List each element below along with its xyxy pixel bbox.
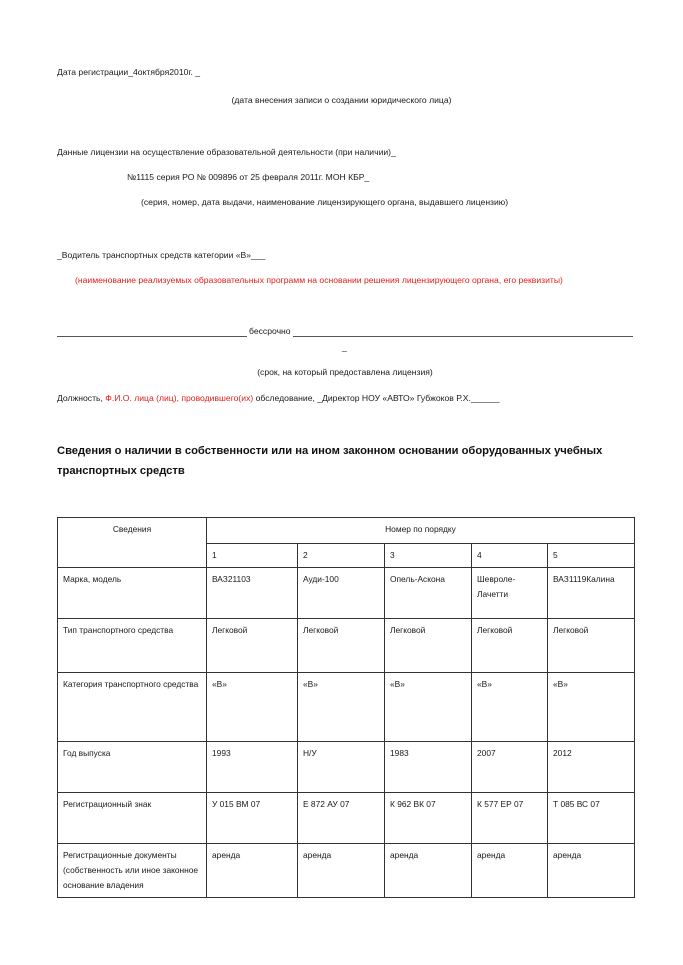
inspector-line <box>57 393 500 403</box>
cell: «В» <box>548 673 635 742</box>
column-number: 3 <box>385 544 472 568</box>
table-row <box>58 793 635 844</box>
registration-date-line: Дата регистрации_4октября2010г. _ <box>57 67 201 77</box>
cell: 1983 <box>385 742 472 793</box>
cell: Н/У <box>298 742 385 793</box>
program-value: _Водитель транспортных средств категории «В»___ <box>57 250 266 260</box>
cell: Е 872 АУ 07 <box>298 793 385 844</box>
cell: аренда <box>548 844 635 898</box>
inspector-suffix: обследование, _Директор НОУ «АВТО» Губжоков Р.Х.______ <box>253 393 500 403</box>
cell: К 577 ЕР 07 <box>472 793 548 844</box>
cell: 2007 <box>472 742 548 793</box>
term-caption: (срок, на который предоставлена лицензия) <box>257 367 433 377</box>
term-underline-left <box>57 336 247 337</box>
cell: Т 085 ВС 07 <box>548 793 635 844</box>
cell: Легковой <box>548 619 635 673</box>
row-label: Марка, модель <box>58 568 207 619</box>
inspector-red-part: Ф.И.О. лица (лиц), проводившего(их) <box>105 393 254 403</box>
registration-caption: (дата внесения записи о создании юридического лица) <box>231 95 452 105</box>
table-row <box>58 673 635 742</box>
cell: Опель-Аскона <box>385 568 472 619</box>
cell: аренда <box>472 844 548 898</box>
cell: Легковой <box>385 619 472 673</box>
cell: аренда <box>385 844 472 898</box>
cell: 2012 <box>548 742 635 793</box>
vehicles-table <box>57 517 635 898</box>
license-value: №1115 серия РО № 009896 от 25 февраля 2011г. МОН КБР_ <box>127 172 370 182</box>
cell: «В» <box>385 673 472 742</box>
table-row <box>58 568 635 619</box>
cell: Легковой <box>472 619 548 673</box>
cell: «В» <box>298 673 385 742</box>
cell: Ауди-100 <box>298 568 385 619</box>
program-caption: (наименование реализуемых образовательных программ на основании решения лицензирующего органа, его реквизиты) <box>75 275 563 285</box>
header-number: Номер по порядку <box>207 518 635 544</box>
row-label: Регистрационный знак <box>58 793 207 844</box>
cell: аренда <box>207 844 298 898</box>
column-number: 1 <box>207 544 298 568</box>
cell: ВАЗ21103 <box>207 568 298 619</box>
cell: Легковой <box>298 619 385 673</box>
header-info: Сведения <box>58 518 207 568</box>
column-number: 5 <box>548 544 635 568</box>
table-row <box>58 619 635 673</box>
cell: У 015 ВМ 07 <box>207 793 298 844</box>
cell: «В» <box>207 673 298 742</box>
term-value: бессрочно <box>249 326 291 336</box>
term-extra: _ <box>342 342 347 352</box>
cell: К 962 ВК 07 <box>385 793 472 844</box>
cell: аренда <box>298 844 385 898</box>
column-number: 2 <box>298 544 385 568</box>
license-caption: (серия, номер, дата выдачи, наименование лицензирующего органа, выдавшего лицензию) <box>141 197 509 207</box>
cell: 1993 <box>207 742 298 793</box>
license-label: Данные лицензии на осуществление образовательной деятельности (при наличии)_ <box>57 147 396 157</box>
row-label: Категория транспортного средства <box>58 673 207 742</box>
column-number: 4 <box>472 544 548 568</box>
row-label: Регистрационные документы (собственность или иное законное основание владения <box>58 844 207 898</box>
table-row <box>58 742 635 793</box>
row-label: Год выпуска <box>58 742 207 793</box>
row-label: Тип транспортного средства <box>58 619 207 673</box>
inspector-prefix: Должность, <box>57 393 106 403</box>
section-title: Сведения о наличии в собственности или на ином законном основании оборудованных учебных транспортных средств <box>57 445 603 477</box>
cell: Легковой <box>207 619 298 673</box>
cell: «В» <box>472 673 548 742</box>
cell: ВАЗ1119Калина <box>548 568 635 619</box>
table-row <box>58 844 635 898</box>
term-underline-right <box>293 336 633 337</box>
cell: Шевроле-Лачетти <box>472 568 548 619</box>
